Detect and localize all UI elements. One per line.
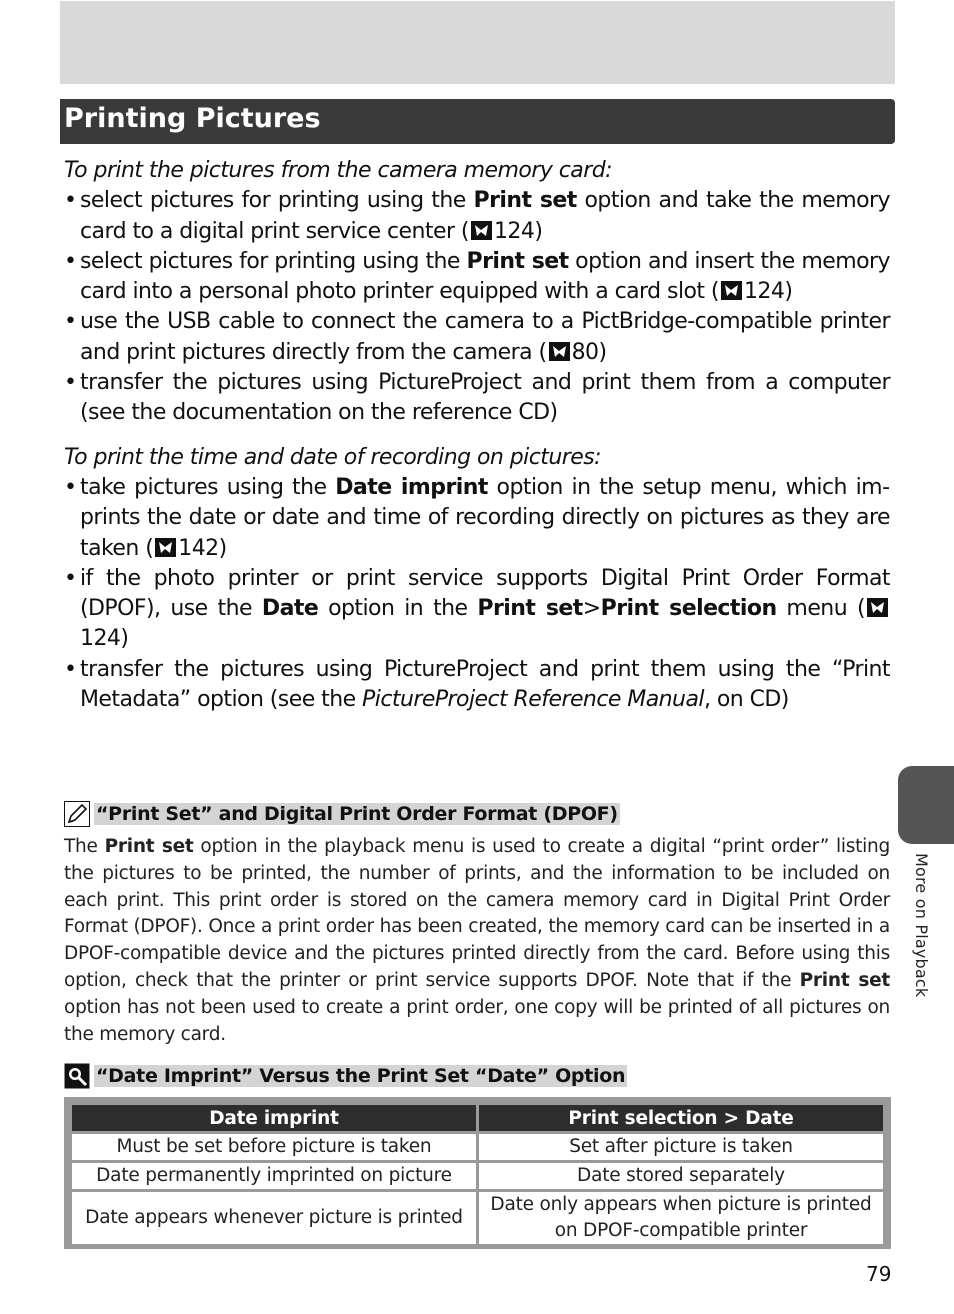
table-cell: Date appears whenever picture is printed <box>72 1192 476 1244</box>
table-row <box>72 1163 883 1189</box>
chapter-side-label: More on Playback <box>912 853 931 998</box>
column-header: Print selection > Date <box>479 1105 883 1131</box>
table-cell: Date only appears when picture is printed on DPOF-compatible printer <box>479 1192 883 1244</box>
table-row <box>72 1134 883 1160</box>
page-reference-icon <box>867 598 888 617</box>
date-list <box>64 473 890 715</box>
page-number: 79 <box>866 1262 892 1286</box>
table-header-row <box>72 1105 883 1131</box>
table-cell: Date stored separately <box>479 1163 883 1189</box>
note-body-print-set: The Print set option in the playback menu is used to create a digital “print order” listing the pictures to be printed, the number of prints, and the information to be included on each print. This print order is stored on the camera memory card in Digital Print Order Format (DPOF). Once a print order has been created, the memory card can be inserted in a DPOF-compatible device and the pictures printed directly from the card. Before using this option, check that the printer or print service supports DPOF. Note that if the Print set option has not been used to create a print order, one copy will be printed of all pictures on the memory card. <box>64 836 890 1045</box>
list-item: • if the photo printer or print service supports Digital Print Order Format (DPOF), use the Date option in the Print set>Print selection menu (124) <box>64 565 890 652</box>
main-content <box>64 156 890 715</box>
chapter-tab <box>898 766 954 844</box>
table-row <box>72 1192 883 1244</box>
comparison-table <box>64 1097 891 1249</box>
list-item: • select pictures for printing using the Print set option and insert the memory card into a personal photo printer equipped with a card slot ( 124) <box>64 248 890 305</box>
pencil-note-icon <box>64 801 90 827</box>
page-reference-icon <box>155 538 176 557</box>
page-reference-icon <box>721 281 742 300</box>
table-cell: Date permanently imprinted on picture <box>72 1163 476 1189</box>
section-heading-date: To print the time and date of recording on pictures: <box>64 444 601 470</box>
memory-card-list <box>64 186 890 428</box>
note-heading-date-imprint: “Date Imprint” Versus the Print Set “Date” Option <box>64 1063 627 1089</box>
section-heading-memory-card: To print the pictures from the camera memory card: <box>64 158 612 183</box>
header-band <box>60 1 895 84</box>
list-item: • select pictures for printing using the Print set option and take the memory card to a digital print service center ( 124) <box>64 188 890 244</box>
page-reference-icon <box>549 342 570 361</box>
title-bar <box>60 99 895 144</box>
column-header: Date imprint <box>72 1105 476 1131</box>
table-cell: Must be set before picture is taken <box>72 1134 476 1160</box>
list-item: • transfer the pictures using PictureProject and print them using the “Print Metadata” option (see the PictureProject Reference Manual, on CD) <box>64 656 890 713</box>
page-reference-icon <box>471 221 492 240</box>
magnifier-note-icon <box>64 1063 90 1089</box>
table-cell: Set after picture is taken <box>479 1134 883 1160</box>
list-item: • transfer the pictures using PictureProject and print them from a computer (see the documentation on the reference CD) <box>64 370 890 426</box>
note-heading-print-set: “Print Set” and Digital Print Order Format (DPOF) <box>64 801 620 827</box>
page-title: Printing Pictures <box>64 103 321 134</box>
list-item: • use the USB cable to connect the camera to a PictBridge-compatible printer and print pictures directly from the camera ( 80) <box>64 309 890 365</box>
list-item: • take pictures using the Date imprint option in the setup menu, which imprints the date or date and time of recording directly on pictures as they are taken ( 142) <box>64 474 891 561</box>
